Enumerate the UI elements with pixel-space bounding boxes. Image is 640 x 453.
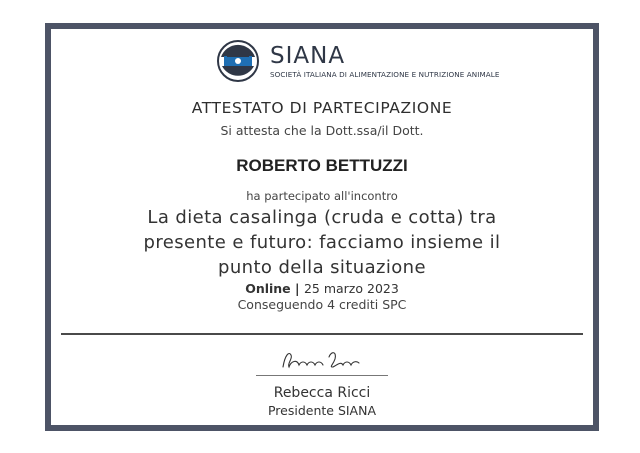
divider: [61, 333, 583, 335]
attest-line: Si attesta che la Dott.ssa/il Dott.: [220, 123, 424, 138]
event-mode: Online: [245, 281, 291, 296]
event-date: 25 marzo 2023: [303, 281, 399, 296]
brand-text: [270, 43, 500, 79]
participant-name: ROBERTO BETTUZZI: [236, 156, 408, 175]
signatory-name: Rebecca Ricci: [273, 385, 371, 401]
signatory-role: Presidente SIANA: [267, 403, 377, 418]
event-separator: |: [290, 281, 304, 296]
header-logo: [216, 39, 500, 83]
handwritten-signature: [279, 347, 365, 373]
event-title: La dieta casalinga (cruda e cotta) tra presente e futuro: facciamo insieme il punto della situazione: [143, 207, 501, 278]
certificate-title: ATTESTATO DI PARTECIPAZIONE: [191, 99, 453, 117]
event-when: [51, 281, 593, 296]
certificate-frame: [45, 23, 599, 431]
brand-name: SIANA: [270, 43, 346, 69]
participated-line: ha partecipato all'incontro: [246, 189, 398, 203]
brand-full-name: SOCIETÀ ITALIANA DI ALIMENTAZIONE E NUTRIZIONE ANIMALE: [270, 70, 500, 79]
credits-line: Conseguendo 4 crediti SPC: [237, 297, 407, 312]
signature-line: [256, 375, 388, 376]
siana-logo-icon: [216, 39, 260, 83]
